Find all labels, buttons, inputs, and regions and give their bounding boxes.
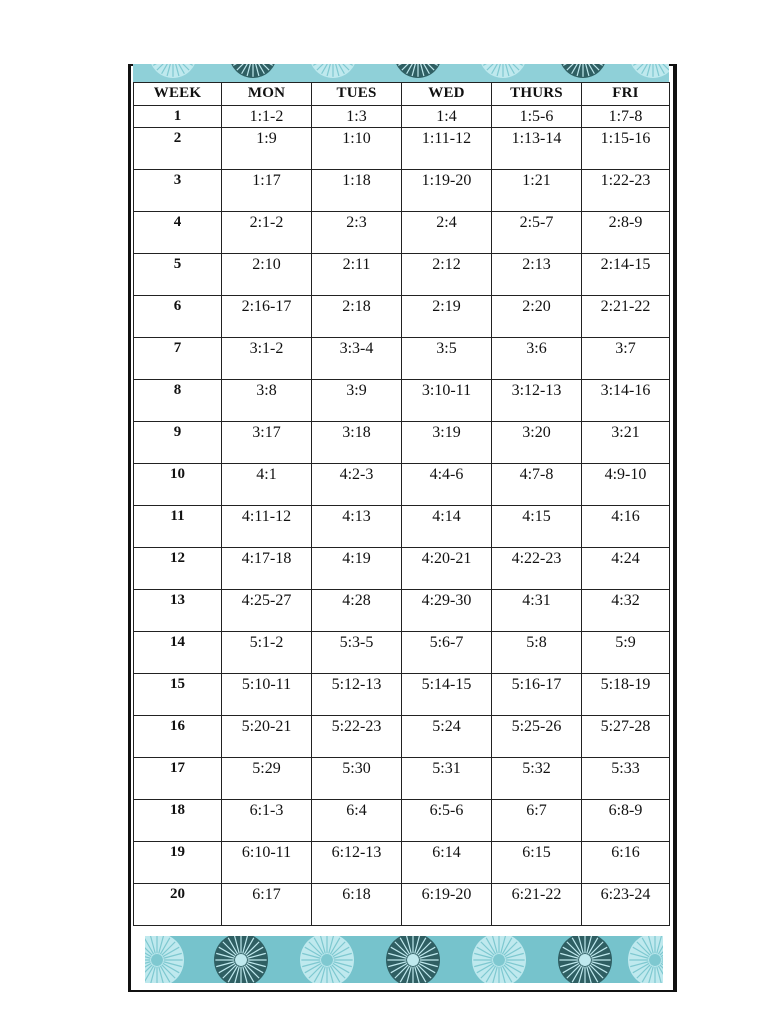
reading-cell-tue: 1:3 [312,106,402,128]
week-number-cell: 14 [134,632,222,674]
reading-cell-thu: 2:13 [492,254,582,296]
table-row [134,464,670,506]
reading-cell-fri: 2:21-22 [582,296,670,338]
flower-medallion-icon [559,64,607,78]
table-row [134,590,670,632]
reading-cell-wed: 5:31 [402,758,492,800]
reading-cell-mon: 1:9 [222,128,312,170]
reading-cell-mon: 6:10-11 [222,842,312,884]
reading-cell-wed: 4:4-6 [402,464,492,506]
reading-cell-mon: 5:10-11 [222,674,312,716]
reading-cell-fri: 6:23-24 [582,884,670,926]
table-row [134,422,670,464]
reading-cell-thu: 4:7-8 [492,464,582,506]
week-number-cell: 11 [134,506,222,548]
table-row [134,170,670,212]
week-number-cell: 2 [134,128,222,170]
week-number-cell: 13 [134,590,222,632]
reading-cell-fri: 6:16 [582,842,670,884]
reading-cell-thu: 1:5-6 [492,106,582,128]
flower-medallion-icon [229,64,277,78]
table-row [134,338,670,380]
reading-cell-wed: 5:6-7 [402,632,492,674]
reading-cell-fri: 4:9-10 [582,464,670,506]
reading-cell-tue: 4:2-3 [312,464,402,506]
header-mon: MON [222,83,312,106]
reading-cell-mon: 5:29 [222,758,312,800]
reading-cell-tue: 5:3-5 [312,632,402,674]
reading-cell-fri: 5:27-28 [582,716,670,758]
reading-cell-tue: 1:18 [312,170,402,212]
week-number-cell: 16 [134,716,222,758]
reading-cell-mon: 6:1-3 [222,800,312,842]
reading-cell-tue: 4:13 [312,506,402,548]
table-row [134,716,670,758]
week-number-cell: 4 [134,212,222,254]
reading-cell-mon: 2:1-2 [222,212,312,254]
header-week: WEEK [134,83,222,106]
reading-cell-fri: 4:32 [582,590,670,632]
flower-medallion-icon [386,936,440,983]
reading-cell-tue: 6:4 [312,800,402,842]
week-number-cell: 10 [134,464,222,506]
reading-cell-tue: 2:3 [312,212,402,254]
reading-cell-thu: 1:21 [492,170,582,212]
reading-cell-tue: 6:18 [312,884,402,926]
reading-cell-wed: 5:14-15 [402,674,492,716]
reading-cell-wed: 3:5 [402,338,492,380]
flower-medallion-icon [558,936,612,983]
reading-cell-wed: 1:19-20 [402,170,492,212]
reading-cell-mon: 1:1-2 [222,106,312,128]
reading-cell-fri: 5:33 [582,758,670,800]
reading-cell-wed: 5:24 [402,716,492,758]
top-decorative-banner [133,64,669,82]
reading-cell-mon: 3:17 [222,422,312,464]
reading-cell-tue: 5:12-13 [312,674,402,716]
reading-cell-thu: 5:32 [492,758,582,800]
flower-medallion-icon [472,936,526,983]
table-row [134,842,670,884]
table-row [134,380,670,422]
reading-cell-wed: 3:19 [402,422,492,464]
header-fri: FRI [582,83,670,106]
week-number-cell: 20 [134,884,222,926]
reading-cell-fri: 1:15-16 [582,128,670,170]
table-row [134,128,670,170]
reading-cell-thu: 3:6 [492,338,582,380]
flower-medallion-icon [629,64,669,78]
reading-cell-mon: 3:8 [222,380,312,422]
reading-cell-fri: 3:21 [582,422,670,464]
reading-cell-fri: 1:22-23 [582,170,670,212]
reading-cell-wed: 1:11-12 [402,128,492,170]
week-number-cell: 9 [134,422,222,464]
week-number-cell: 5 [134,254,222,296]
reading-cell-mon: 4:11-12 [222,506,312,548]
header-thurs: THURS [492,83,582,106]
reading-cell-wed: 4:29-30 [402,590,492,632]
reading-cell-wed: 4:14 [402,506,492,548]
table-row [134,758,670,800]
reading-cell-tue: 4:28 [312,590,402,632]
reading-cell-wed: 3:10-11 [402,380,492,422]
reading-cell-thu: 3:20 [492,422,582,464]
header-wed: WED [402,83,492,106]
reading-cell-mon: 2:10 [222,254,312,296]
week-number-cell: 7 [134,338,222,380]
reading-cell-thu: 6:15 [492,842,582,884]
reading-cell-thu: 5:16-17 [492,674,582,716]
reading-cell-tue: 2:11 [312,254,402,296]
reading-cell-fri: 4:16 [582,506,670,548]
flower-medallion-icon [479,64,527,78]
flower-medallion-icon [628,936,663,983]
reading-cell-thu: 2:20 [492,296,582,338]
reading-cell-thu: 2:5-7 [492,212,582,254]
reading-cell-tue: 1:10 [312,128,402,170]
reading-cell-wed: 2:19 [402,296,492,338]
table-row [134,632,670,674]
reading-cell-wed: 1:4 [402,106,492,128]
schedule-body [134,106,670,926]
reading-cell-fri: 1:7-8 [582,106,670,128]
reading-cell-thu: 4:22-23 [492,548,582,590]
reading-cell-thu: 6:7 [492,800,582,842]
reading-cell-tue: 3:3-4 [312,338,402,380]
table-row [134,506,670,548]
week-number-cell: 8 [134,380,222,422]
reading-cell-fri: 5:9 [582,632,670,674]
table-row [134,884,670,926]
reading-cell-tue: 3:18 [312,422,402,464]
reading-cell-thu: 3:12-13 [492,380,582,422]
week-number-cell: 12 [134,548,222,590]
reading-cell-thu: 5:8 [492,632,582,674]
week-number-cell: 17 [134,758,222,800]
reading-cell-mon: 2:16-17 [222,296,312,338]
table-row [134,296,670,338]
reading-cell-fri: 5:18-19 [582,674,670,716]
reading-cell-tue: 6:12-13 [312,842,402,884]
bottom-decorative-banner [145,936,663,983]
reading-cell-mon: 1:17 [222,170,312,212]
reading-cell-mon: 5:20-21 [222,716,312,758]
table-row [134,106,670,128]
flower-pattern-bottom [145,936,663,983]
flower-medallion-icon [149,64,197,78]
reading-cell-fri: 2:8-9 [582,212,670,254]
reading-cell-tue: 3:9 [312,380,402,422]
reading-cell-mon: 4:1 [222,464,312,506]
table-row [134,674,670,716]
week-number-cell: 1 [134,106,222,128]
reading-cell-mon: 6:17 [222,884,312,926]
reading-cell-wed: 2:12 [402,254,492,296]
table-row [134,254,670,296]
week-number-cell: 18 [134,800,222,842]
flower-pattern-top [133,64,669,82]
week-number-cell: 3 [134,170,222,212]
reading-cell-wed: 6:19-20 [402,884,492,926]
reading-cell-fri: 2:14-15 [582,254,670,296]
reading-cell-tue: 4:19 [312,548,402,590]
flower-medallion-icon [309,64,357,78]
reading-cell-mon: 5:1-2 [222,632,312,674]
reading-cell-thu: 6:21-22 [492,884,582,926]
reading-cell-wed: 4:20-21 [402,548,492,590]
header-tues: TUES [312,83,402,106]
reading-cell-fri: 3:14-16 [582,380,670,422]
table-row [134,212,670,254]
reading-cell-mon: 4:25-27 [222,590,312,632]
reading-cell-tue: 5:30 [312,758,402,800]
reading-cell-fri: 6:8-9 [582,800,670,842]
reading-cell-fri: 4:24 [582,548,670,590]
table-row [134,800,670,842]
reading-cell-thu: 4:31 [492,590,582,632]
reading-cell-mon: 4:17-18 [222,548,312,590]
reading-cell-mon: 3:1-2 [222,338,312,380]
week-number-cell: 15 [134,674,222,716]
flower-medallion-icon [145,936,184,983]
table-row [134,548,670,590]
reading-cell-fri: 3:7 [582,338,670,380]
reading-cell-wed: 6:5-6 [402,800,492,842]
reading-cell-tue: 2:18 [312,296,402,338]
reading-cell-thu: 5:25-26 [492,716,582,758]
header-row [134,83,670,106]
reading-cell-tue: 5:22-23 [312,716,402,758]
reading-cell-thu: 4:15 [492,506,582,548]
week-number-cell: 6 [134,296,222,338]
reading-cell-wed: 2:4 [402,212,492,254]
reading-cell-thu: 1:13-14 [492,128,582,170]
reading-cell-wed: 6:14 [402,842,492,884]
week-number-cell: 19 [134,842,222,884]
flower-medallion-icon [300,936,354,983]
flower-medallion-icon [214,936,268,983]
flower-medallion-icon [394,64,442,78]
reading-schedule-table [133,82,670,926]
